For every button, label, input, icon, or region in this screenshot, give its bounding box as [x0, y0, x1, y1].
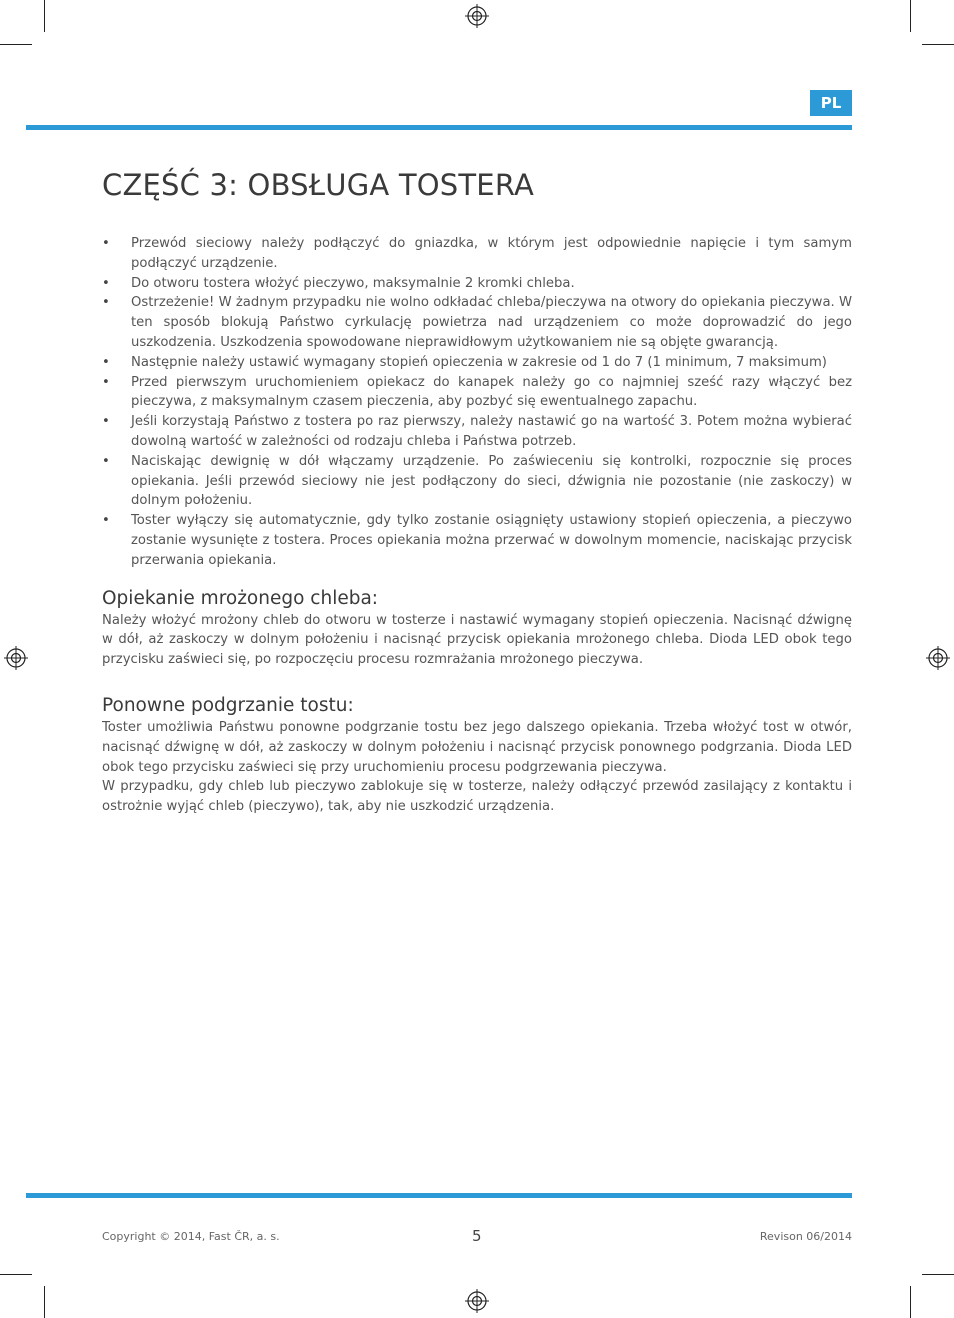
top-rule — [26, 125, 852, 130]
list-item: • Naciskając dewignię w dół włączamy urządzenie. Po zaświeceniu się kontrolki, rozpocznie się proces opiekania. Jeśli przewód sieciowy nie jest podłączony do sieci, dźwignia nie pozostanie (nie zaskoczy) w dolnym położeniu. — [102, 452, 852, 511]
list-item: • Przed pierwszym uruchomieniem opiekacz do kanapek należy go co najmniej sześć razy włączyć bez pieczywa, z maksymalnym czasem pieczenia, aby pozbyć się ewentualnego zapachu. — [102, 373, 852, 413]
main-content — [102, 234, 852, 817]
crop-mark-icon — [44, 1286, 45, 1318]
crop-mark-icon — [922, 1274, 954, 1275]
registration-mark-icon — [465, 1289, 489, 1313]
crop-mark-icon — [910, 1286, 911, 1318]
list-item: • Jeśli korzystają Państwo z tostera po raz pierwszy, należy nastawić go na wartość 3. Potem można wybierać dowolną wartość w zależności od rodzaju chleba i Państwa potrzeb. — [102, 412, 852, 452]
page-number: 5 — [472, 1227, 482, 1245]
bottom-rule — [26, 1193, 852, 1198]
list-item: • Toster wyłączy się automatycznie, gdy tylko zostanie osiągnięty ustawiony stopień opieczenia, a pieczywo zostanie wysunięte z tostera. Proces opiekania można przerwać w dowolnym momencie, naciskając przycisk przerwania opiekania. — [102, 511, 852, 570]
crop-mark-icon — [44, 0, 45, 32]
language-badge: PL — [810, 90, 852, 116]
registration-mark-icon — [926, 646, 950, 670]
list-item: • Następnie należy ustawić wymagany stopień opieczenia w zakresie od 1 do 7 (1 minimum, 7 maksimum) — [102, 353, 852, 373]
list-item: • Ostrzeżenie! W żadnym przypadku nie wolno odkładać chleba/pieczywa na otwory do opiekania pieczywa. W ten sposób blokują Państwo cyrkulację powietrza nad urządzeniem co może doprowadzić do jego uszkodzenia. Uszkodzenia spowodowane nieprawidłowym użytkowaniem nie są objęte gwarancją. — [102, 293, 852, 352]
crop-mark-icon — [922, 44, 954, 45]
frozen-bread-heading: Opiekanie mrożonego chleba: — [102, 587, 379, 609]
page-title: CZĘŚĆ 3: OBSŁUGA TOSTERA — [102, 168, 535, 202]
list-item: • Do otworu tostera włożyć pieczywo, maksymalnie 2 kromki chleba. — [102, 274, 852, 294]
revision: Revison 06/2014 — [759, 1230, 852, 1243]
jam-warning-text: W przypadku, gdy chleb lub pieczywo zablokuje się w tosterze, należy odłączyć przewód zasilający z kontaktu i ostrożnie wyjąć chleb (pieczywo), tak, aby nie uszkodzić urządzenia. — [102, 779, 852, 815]
crop-mark-icon — [0, 1274, 32, 1275]
list-item: • Przewód sieciowy należy podłączyć do gniazdka, w którym jest odpowiednie napięcie i tym samym podłączyć urządzenie. — [102, 234, 852, 274]
frozen-bread-text: Należy włożyć mrożony chleb do otworu w tosterze i nastawić wymagany stopień opieczenia. Nacisnąć dźwignę w dół, aż zaskoczy w dolnym położeniu i nacisnąć przycisk opiekania mrożonego chleba. Dioda LED obok tego przycisku zaświeci się, po rozpoczęciu procesu rozmrażania mrożonego pieczywa. — [102, 612, 852, 668]
reheat-text: Toster umożliwia Państwu ponowne podgrzanie tostu bez jego dalszego opiekania. Trzeba włożyć tost w otwór, nacisnąć dźwignę w dół, aż zaskoczy w dolnym położeniu i nacisnąć przycisk ponownego podgrzania. Dioda LED obok tego przycisku zaświeci się przy uruchomieniu procesu podgrzewania pieczywa. — [102, 719, 852, 775]
copyright: Copyright © 2014, Fast ČR, a. s. — [102, 1230, 280, 1243]
reheat-heading: Ponowne podgrzanie tostu: — [102, 694, 354, 716]
crop-mark-icon — [0, 44, 32, 45]
crop-mark-icon — [910, 0, 911, 32]
registration-mark-icon — [465, 4, 489, 28]
instruction-list — [102, 234, 852, 571]
registration-mark-icon — [4, 646, 28, 670]
